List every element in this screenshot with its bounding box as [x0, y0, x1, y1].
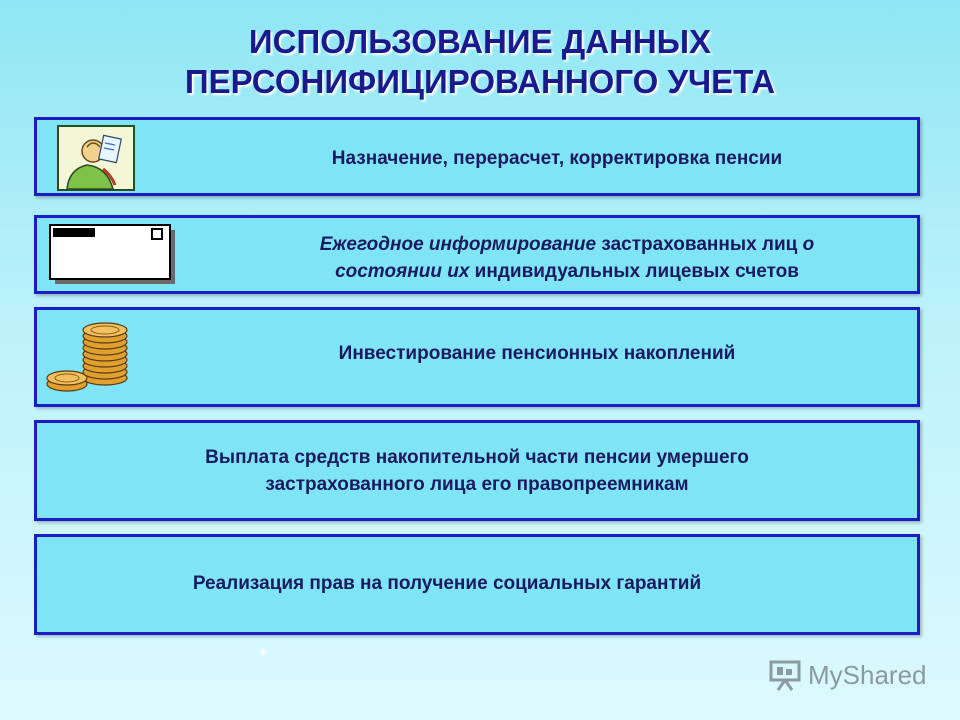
item-text-line-1: Выплата средств накопительной части пенсии умершего [205, 447, 749, 468]
item-box-investment [34, 307, 920, 407]
item-text-rest-1: застрахованных лиц [596, 234, 803, 255]
person-with-document-icon [57, 125, 135, 196]
item-box-pension-assignment [34, 117, 920, 196]
item-text-payment-to-successors [37, 444, 917, 498]
title-line-1: ИСПОЛЬЗОВАНИЕ ДАННЫХ [248, 23, 712, 60]
coins-icon [43, 322, 133, 403]
envelope-icon [49, 224, 179, 291]
item-box-payment-to-successors [34, 420, 920, 521]
item-text-annual-informing [217, 231, 917, 285]
presentation-icon [768, 658, 802, 692]
item-box-annual-informing [34, 215, 920, 294]
item-text-rest-2: индивидуальных лицевых счетов [469, 261, 799, 282]
item-text-pension-assignment: Назначение, перерасчет, корректировка пенсии [331, 148, 783, 169]
page-title [0, 22, 960, 102]
item-text-italic-1: Ежегодное информирование [319, 234, 597, 255]
item-text-italic-2: о [802, 234, 815, 255]
title-line-2: ПЕРСОНИФИЦИРОВАННОГО УЧЕТА [184, 63, 776, 100]
item-text-line-2: застрахованного лица его правопреемникам [265, 474, 689, 495]
item-text-social-guarantees: Реализация прав на получение социальных гарантий [192, 573, 702, 594]
item-text-investment: Инвестирование пенсионных накоплений [338, 343, 736, 364]
watermark-text: MyShared [808, 659, 927, 690]
item-box-social-guarantees [34, 534, 920, 635]
watermark-logo [768, 655, 927, 695]
item-text-italic-3: состоянии их [335, 261, 470, 282]
decorative-sparkle [258, 647, 268, 657]
